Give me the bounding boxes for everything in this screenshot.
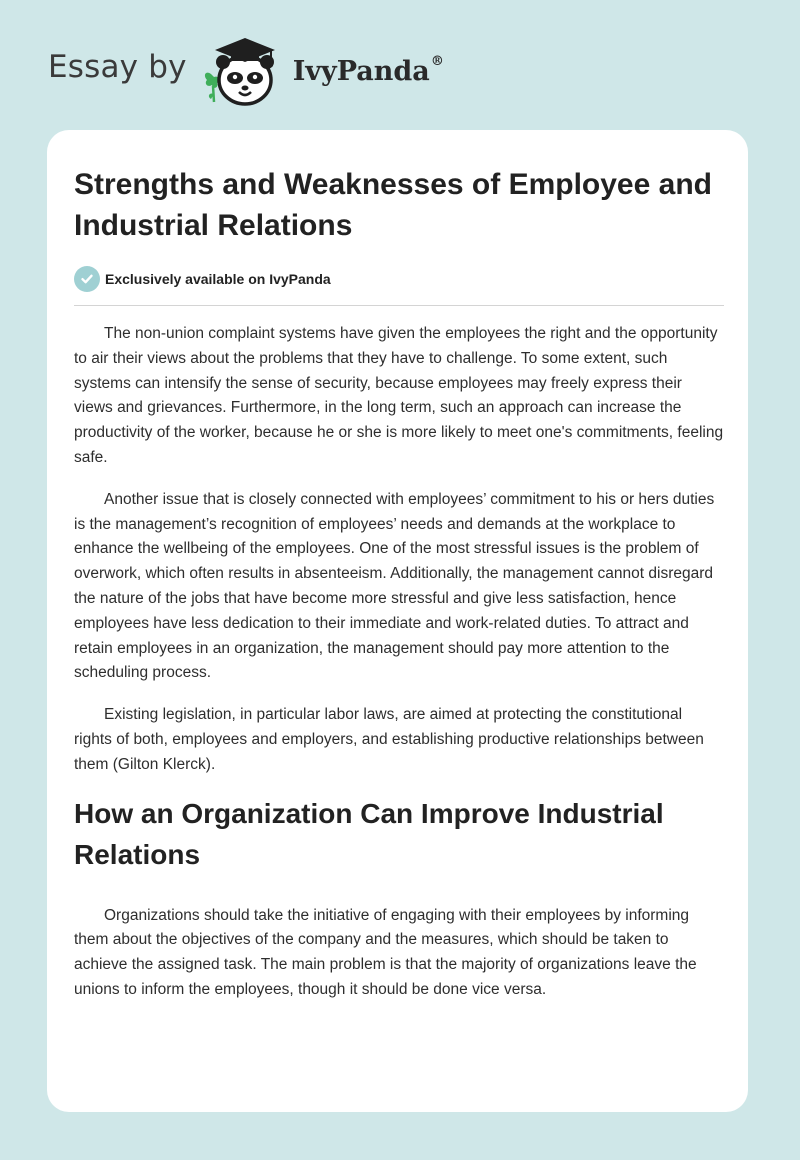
brand-name [292,53,444,87]
section-heading: How an Organization Can Improve Industrial Relations [74,797,664,870]
ivypanda-logo[interactable] [201,30,444,110]
site-header [48,30,444,110]
panda-graduation-cap-logo-icon [201,30,285,110]
essay-title: Strengths and Weaknesses of Employee and Industrial Relations [74,168,712,242]
paragraph: Organizations should take the initiative of engaging with their employees by informing them about the objectives of the company and the measures, which should be taken to achieve the assigned task. The main problem is that the majority of organizations leave the unions to inform the employees, though it should be done vice versa. [74,906,697,998]
essay-by-text: Essay by [48,49,187,85]
registered-mark: ® [430,53,444,69]
paragraph: Existing legislation, in particular labor laws, are aimed at protecting the constitutional rights of both, employees and employers, and establishing productive relationships between them (Gilton Klerck). [74,706,704,773]
paragraph: The non-union complaint systems have given the employees the right and the opportunity to air their views about the problems that they have to challenge. To some extent, such systems can intensify the sense of security, because employees may freely express their views and grievances. Furthermore, in the long term, such an approach can increase the productivity of the worker, because he or she is more likely to meet one's commitments, feeling safe. [74,325,724,466]
paragraph: Another issue that is closely connected with employees’ commitment to his or hers duties is the management’s recognition of employees’ needs and demands at the workplace to enhance the wellbeing of the employees. One of the most stressful issues is the problem of overwork, which often results in absenteeism. Additionally, the management cannot disregard the nature of the jobs that have become more stressful and give less satisfaction, hence employees have less dedication to their immediate and work-related duties. To attract and retain employees in an organization, the management should pay more attention to the scheduling process. [74,490,715,682]
essay-content [74,164,724,1003]
exclusive-badge [74,266,724,292]
exclusive-label: Exclusively available on IvyPanda [105,271,331,287]
brand-text: IvyPanda [292,55,430,87]
check-circle-icon [74,266,100,292]
essay-card [47,130,748,1112]
divider [74,305,724,306]
